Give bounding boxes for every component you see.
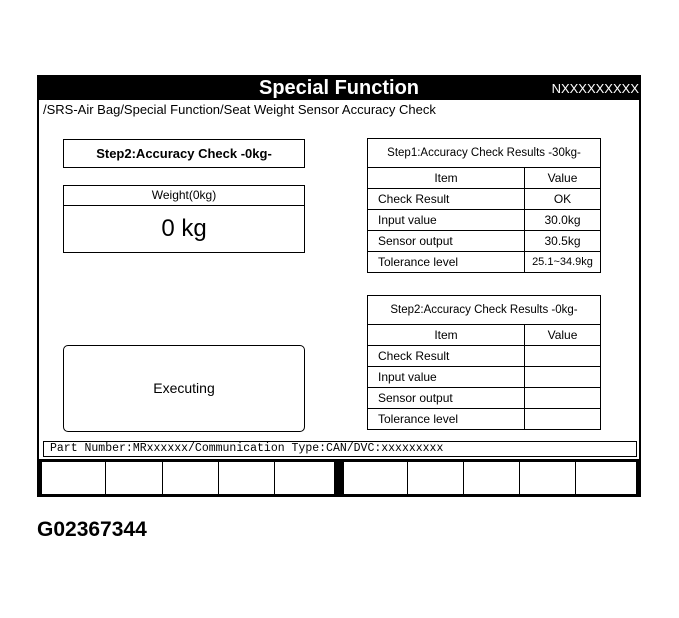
function-key-8[interactable]	[464, 462, 520, 494]
step2-item: Input value	[368, 367, 525, 388]
breadcrumb-srs-air-bag[interactable]: /SRS-Air Bag	[43, 102, 121, 117]
step1-value: 30.5kg	[525, 231, 601, 252]
step1-value: OK	[525, 189, 601, 210]
function-key-3[interactable]	[163, 462, 219, 494]
function-key-1[interactable]	[42, 462, 106, 494]
function-key-7[interactable]	[408, 462, 464, 494]
step2-item: Check Result	[368, 346, 525, 367]
figure-code: G02367344	[37, 518, 147, 541]
step2-value	[525, 367, 601, 388]
table-row	[368, 210, 601, 231]
executing-status: Executing	[63, 345, 305, 432]
step1-item: Check Result	[368, 189, 525, 210]
table-row	[368, 231, 601, 252]
step2-value	[525, 388, 601, 409]
function-key-group-right	[344, 462, 636, 494]
table-row	[368, 367, 601, 388]
table-row	[368, 409, 601, 430]
table-row	[368, 189, 601, 210]
part-info-bar: Part Number:MRxxxxxx/Communication Type:CAN/DVC:xxxxxxxxx	[43, 441, 637, 457]
step2-value	[525, 409, 601, 430]
breadcrumb-seat-weight-check: /Seat Weight Sensor Accuracy Check	[220, 102, 436, 117]
title-bar	[39, 77, 639, 100]
tester-screen	[37, 75, 641, 497]
step1-value: 30.0kg	[525, 210, 601, 231]
breadcrumb	[43, 101, 436, 119]
step2-col-item: Item	[368, 325, 525, 346]
step1-col-value: Value	[525, 168, 601, 189]
function-key-5[interactable]	[275, 462, 334, 494]
function-key-10[interactable]	[576, 462, 636, 494]
step2-results-title: Step2:Accuracy Check Results -0kg-	[368, 296, 601, 325]
function-key-9[interactable]	[520, 462, 576, 494]
model-code: NXXXXXXXXX	[551, 81, 639, 96]
step1-value: 25.1~34.9kg	[525, 252, 601, 273]
step1-item: Sensor output	[368, 231, 525, 252]
step1-item: Input value	[368, 210, 525, 231]
step2-item: Tolerance level	[368, 409, 525, 430]
table-row	[368, 388, 601, 409]
step1-item: Tolerance level	[368, 252, 525, 273]
step2-results-table	[367, 295, 601, 430]
breadcrumb-special-function[interactable]: /Special Function	[120, 102, 221, 117]
current-step-title: Step2:Accuracy Check -0kg-	[63, 139, 305, 168]
page-title: Special Function	[258, 77, 420, 99]
weight-display	[63, 185, 305, 253]
function-key-4[interactable]	[219, 462, 275, 494]
table-row	[368, 346, 601, 367]
step2-value	[525, 346, 601, 367]
function-key-bar	[39, 459, 639, 497]
step2-col-value: Value	[525, 325, 601, 346]
weight-value: 0 kg	[161, 215, 207, 242]
step2-item: Sensor output	[368, 388, 525, 409]
weight-label: Weight(0kg)	[64, 186, 304, 206]
step1-col-item: Item	[368, 168, 525, 189]
function-key-group-left	[42, 462, 334, 494]
step1-results-title: Step1:Accuracy Check Results -30kg-	[368, 139, 601, 168]
function-key-6[interactable]	[344, 462, 408, 494]
function-key-2[interactable]	[106, 462, 163, 494]
step1-results-table	[367, 138, 601, 273]
table-row	[368, 252, 601, 273]
